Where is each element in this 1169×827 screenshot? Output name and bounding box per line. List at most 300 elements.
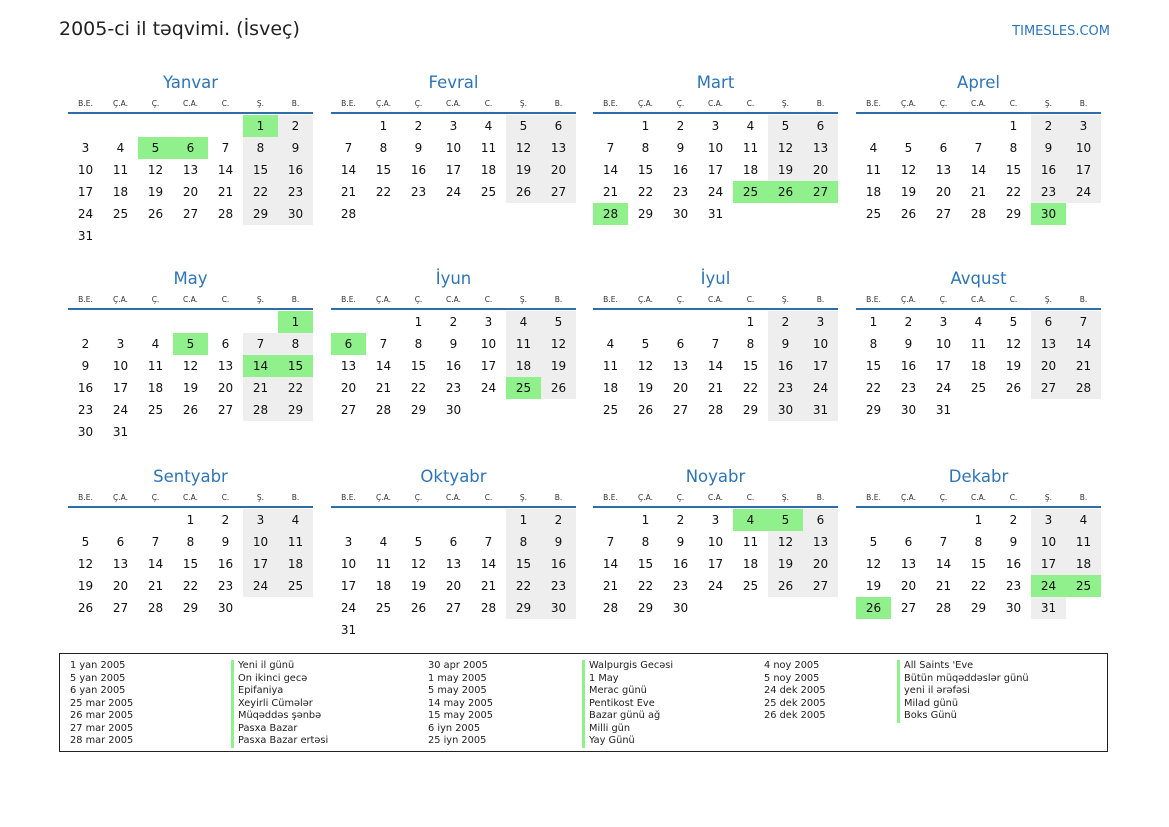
day-cell: 20 [445,579,462,593]
weekday-label: B.E. [603,99,618,108]
day-cell: 6 [541,115,576,137]
day-cell: 19 [410,579,427,593]
day-cell: 28 [480,601,497,615]
day-cell: 27 [935,207,952,221]
legend-holiday-name: Epifaniya [238,685,284,696]
empty-cell [856,115,891,137]
day-cell: 22 [182,579,199,593]
day-cell: 30 [672,207,689,221]
day-cell: 15 [375,163,392,177]
day-cell: 8 [974,535,983,549]
legend-holiday-name: Yay Günü [589,735,635,746]
legend-holiday-name: On ikinci gecə [238,672,308,684]
empty-cell [208,311,243,333]
weekday-label: Ş. [256,295,265,304]
empty-cell [926,115,961,137]
day-cell: 5 [414,535,423,549]
empty-cell [138,311,173,333]
month-block [331,466,576,641]
weekday-label: C. [484,295,493,304]
weekday-label: C.A. [182,493,198,502]
weekday-label: C.A. [445,99,461,108]
legend-holiday-name: Yeni il günü [238,660,295,671]
day-cell: 10 [707,535,724,549]
day-cell: 13 [900,557,917,571]
day-cell: 3 [803,311,838,333]
day-cell: 23 [768,377,803,399]
day-cell: 15 [742,359,759,373]
day-grid [856,311,1101,421]
legend-date: 5 yan 2005 [70,672,126,684]
weekday-label: Ç.A. [375,99,391,108]
month-name: Sentyabr [153,467,228,486]
empty-cell [628,311,663,333]
empty-cell [173,311,208,333]
day-cell: 7 [606,141,615,155]
day-cell: 18 [1066,553,1101,575]
day-cell: 25 [602,403,619,417]
day-cell: 14 [147,557,164,571]
day-cell: 11 [278,531,313,553]
weekday-label: B. [816,295,825,304]
day-cell: 19 [900,185,917,199]
day-cell: 10 [1031,531,1066,553]
weekday-label: C. [746,295,755,304]
day-cell: 2 [676,119,685,133]
day-cell: 5 [904,141,913,155]
legend-date: 30 apr 2005 [428,660,488,671]
day-cell: 17 [935,359,952,373]
day-cell: 11 [480,141,497,155]
day-cell: 29 [970,601,987,615]
day-cell: 8 [379,141,388,155]
day-cell: 14 [217,163,234,177]
day-cell: 12 [182,359,199,373]
day-cell: 16 [1005,557,1022,571]
day-cell: 22 [742,381,759,395]
day-cell: 11 [1066,531,1101,553]
day-cell: 2 [904,315,913,329]
day-cell: 10 [445,141,462,155]
day-cell: 11 [970,337,987,351]
day-cell: 18 [865,185,882,199]
day-cell: 28 [935,601,952,615]
legend-holiday-name: Bütün müqəddəslər günü [904,672,1029,684]
day-cell: 14 [480,557,497,571]
day-cell: 14 [707,359,724,373]
day-cell: 3 [484,315,493,329]
day-cell: 12 [900,163,917,177]
day-cell: 25 [1066,575,1101,597]
day-cell: 4 [1066,509,1101,531]
weekday-header [68,96,313,114]
weekday-label: Ç. [151,99,160,108]
weekday-label: B. [554,493,563,502]
legend-date: 24 dek 2005 [764,685,826,696]
day-cell: 2 [414,119,423,133]
day-cell: 7 [974,141,983,155]
day-cell: 22 [506,575,541,597]
day-cell: 20 [340,381,357,395]
day-cell: 14 [970,163,987,177]
weekday-label: B. [1079,99,1088,108]
day-cell: 10 [77,163,94,177]
weekday-label: B. [816,99,825,108]
day-cell: 12 [541,333,576,355]
day-cell: 4 [278,509,313,531]
day-cell: 24 [1031,575,1066,597]
empty-cell [436,509,471,531]
day-cell: 21 [340,185,357,199]
day-cell: 29 [637,601,654,615]
day-cell: 10 [935,337,952,351]
legend-date: 4 noy 2005 [764,660,820,671]
site-link[interactable]: TIMESLES.COM [1012,24,1110,39]
day-cell: 16 [77,381,94,395]
day-cell: 12 [506,137,541,159]
month-block [856,466,1101,619]
day-cell: 5 [768,509,803,531]
weekday-label: Ş. [256,493,265,502]
day-cell: 23 [672,579,689,593]
day-cell: 4 [869,141,878,155]
day-cell: 14 [602,163,619,177]
day-cell: 24 [935,381,952,395]
day-cell: 12 [410,557,427,571]
day-cell: 5 [541,311,576,333]
day-cell: 26 [637,403,654,417]
day-cell: 11 [742,535,759,549]
day-grid [68,509,313,619]
day-cell: 8 [186,535,195,549]
weekday-label: Ç.A. [112,99,128,108]
day-cell: 4 [974,315,983,329]
day-cell: 1 [974,513,983,527]
weekday-label: Ç.A. [637,99,653,108]
day-cell: 2 [676,513,685,527]
month-name: Yanvar [162,73,219,92]
day-cell: 4 [116,141,125,155]
weekday-label: C.A. [445,493,461,502]
empty-cell [856,509,891,531]
day-cell: 6 [1031,311,1066,333]
weekday-label: B.E. [866,99,881,108]
weekday-label: B.E. [603,295,618,304]
day-cell: 19 [147,185,164,199]
day-cell: 17 [112,381,129,395]
day-cell: 10 [803,333,838,355]
empty-cell [926,509,961,531]
day-cell: 29 [182,601,199,615]
day-cell: 28 [147,601,164,615]
day-cell: 11 [742,141,759,155]
weekday-header [856,96,1101,114]
day-cell: 17 [1066,159,1101,181]
day-cell: 11 [506,333,541,355]
day-cell: 17 [243,553,278,575]
day-cell: 1 [641,119,650,133]
day-cell: 1 [379,119,388,133]
day-cell: 4 [484,119,493,133]
weekday-label: Ç.A. [900,493,916,502]
day-cell: 26 [1005,381,1022,395]
day-cell: 13 [541,137,576,159]
day-cell: 6 [904,535,913,549]
day-cell: 17 [707,557,724,571]
day-cell: 26 [147,207,164,221]
weekday-label: Ç. [414,99,423,108]
day-cell: 24 [707,579,724,593]
legend-dates-col-1 [70,660,133,748]
legend-dates-col-3 [764,660,826,723]
weekday-header [856,490,1101,508]
empty-cell [103,311,138,333]
day-cell: 5 [768,115,803,137]
day-cell: 30 [217,601,234,615]
day-cell: 1 [506,509,541,531]
day-cell: 21 [707,381,724,395]
day-cell: 8 [1009,141,1018,155]
day-cell: 10 [243,531,278,553]
day-cell: 15 [637,163,654,177]
day-cell: 28 [593,203,628,225]
legend-holiday-name: Bazar günü ağ [589,710,661,721]
day-cell: 28 [707,403,724,417]
weekday-label: Ç. [939,99,948,108]
legend-holiday-name: yeni il ərəfəsi [904,685,970,696]
legend-holiday-name: 1 May [589,672,619,684]
day-cell: 25 [865,207,882,221]
day-cell: 26 [410,601,427,615]
day-cell: 7 [243,333,278,355]
day-cell: 25 [375,601,392,615]
weekday-label: C.A. [707,99,723,108]
day-cell: 5 [641,337,650,351]
day-cell: 1 [243,115,278,137]
day-cell: 15 [243,159,278,181]
weekday-label: Ç.A. [375,493,391,502]
day-cell: 25 [480,185,497,199]
day-cell: 13 [1031,333,1066,355]
day-cell: 23 [672,185,689,199]
month-block [68,72,313,247]
weekday-label: C.A. [182,99,198,108]
day-cell: 27 [182,207,199,221]
weekday-label: B.E. [341,295,356,304]
day-cell: 14 [375,359,392,373]
day-cell: 7 [221,141,230,155]
weekday-label: C.A. [182,295,198,304]
weekday-header [68,292,313,310]
day-cell: 11 [865,163,882,177]
day-cell: 19 [541,355,576,377]
weekday-header [593,490,838,508]
weekday-label: B.E. [341,493,356,502]
weekday-label: Ç.A. [637,493,653,502]
weekday-label: C. [746,493,755,502]
day-cell: 18 [278,553,313,575]
day-grid [593,115,838,225]
day-cell: 13 [182,163,199,177]
weekday-header [331,490,576,508]
day-cell: 15 [637,557,654,571]
day-cell: 21 [1066,355,1101,377]
legend-date: 26 dek 2005 [764,710,826,721]
month-name: Oktyabr [420,467,487,486]
day-cell: 20 [803,159,838,181]
day-grid [331,509,576,641]
day-cell: 24 [340,601,357,615]
day-cell: 12 [147,163,164,177]
day-cell: 23 [445,381,462,395]
weekday-label: C. [484,99,493,108]
day-cell: 6 [803,509,838,531]
weekday-label: C.A. [707,295,723,304]
day-cell: 30 [768,399,803,421]
empty-cell [173,115,208,137]
day-cell: 12 [1005,337,1022,351]
day-cell: 18 [112,185,129,199]
day-cell: 1 [869,315,878,329]
day-cell: 11 [147,359,164,373]
day-cell: 19 [768,159,803,181]
day-cell: 9 [221,535,230,549]
day-cell: 22 [970,579,987,593]
day-cell: 30 [672,601,689,615]
day-cell: 9 [81,359,90,373]
month-block [68,268,313,443]
day-cell: 20 [112,579,129,593]
day-cell: 11 [602,359,619,373]
day-cell: 9 [768,333,803,355]
day-cell: 21 [217,185,234,199]
day-cell: 24 [480,381,497,395]
day-cell: 16 [768,355,803,377]
day-cell: 27 [340,403,357,417]
weekday-label: Ş. [256,99,265,108]
day-cell: 4 [606,337,615,351]
legend-holiday-name: Pentikost Eve [589,697,655,709]
weekday-label: C. [221,295,230,304]
day-cell: 13 [935,163,952,177]
day-cell: 18 [742,557,759,571]
day-cell: 26 [506,181,541,203]
day-cell: 26 [900,207,917,221]
day-cell: 23 [410,185,427,199]
day-cell: 30 [1005,601,1022,615]
empty-cell [663,311,698,333]
legend-date: 14 may 2005 [428,697,493,709]
day-cell: 28 [1066,377,1101,399]
empty-cell [68,509,103,531]
day-cell: 4 [506,311,541,333]
day-cell: 3 [1031,509,1066,531]
weekday-header [593,292,838,310]
day-cell: 17 [803,355,838,377]
empty-cell [68,311,103,333]
holiday-legend [59,653,1108,752]
day-cell: 17 [1031,553,1066,575]
weekday-label: Ş. [1044,99,1053,108]
weekday-label: Ç. [414,493,423,502]
day-cell: 13 [803,137,838,159]
day-cell: 23 [217,579,234,593]
day-cell: 24 [112,403,129,417]
day-cell: 24 [707,185,724,199]
day-cell: 5 [1009,315,1018,329]
weekday-label: Ç. [939,493,948,502]
day-cell: 13 [445,557,462,571]
weekday-label: Ç.A. [112,295,128,304]
day-cell: 26 [768,181,803,203]
day-cell: 27 [217,403,234,417]
weekday-header [593,96,838,114]
day-cell: 10 [480,337,497,351]
day-cell: 17 [77,185,94,199]
month-block [856,268,1101,421]
day-cell: 22 [278,377,313,399]
day-cell: 16 [278,159,313,181]
day-cell: 18 [970,359,987,373]
month-block [593,268,838,421]
day-cell: 23 [900,381,917,395]
month-name: Aprel [957,73,1000,92]
day-cell: 2 [1031,115,1066,137]
day-cell: 18 [506,355,541,377]
empty-cell [593,509,628,531]
day-cell: 8 [746,337,755,351]
day-cell: 4 [379,535,388,549]
day-cell: 27 [803,181,838,203]
day-cell: 2 [81,337,90,351]
day-cell: 4 [733,509,768,531]
day-cell: 6 [449,535,458,549]
weekday-label: B. [554,295,563,304]
day-cell: 21 [147,579,164,593]
day-cell: 30 [541,597,576,619]
month-block [856,72,1101,225]
empty-cell [138,115,173,137]
day-cell: 15 [865,359,882,373]
weekday-label: Ş. [519,295,528,304]
day-cell: 31 [935,403,952,417]
weekday-label: C. [1009,493,1018,502]
weekday-label: B. [1079,493,1088,502]
day-cell: 3 [243,509,278,531]
day-cell: 25 [147,403,164,417]
day-cell: 9 [278,137,313,159]
day-cell: 29 [865,403,882,417]
weekday-label: Ç.A. [900,99,916,108]
day-cell: 22 [243,181,278,203]
day-cell: 20 [803,553,838,575]
day-cell: 18 [480,163,497,177]
day-cell: 14 [935,557,952,571]
legend-date: 25 dek 2005 [764,697,826,709]
day-cell: 7 [379,337,388,351]
empty-cell [331,311,366,333]
legend-date: 15 may 2005 [428,710,493,721]
legend-holiday-name: All Saints 'Eve [904,660,974,671]
weekday-label: C.A. [970,99,986,108]
day-cell: 16 [672,557,689,571]
weekday-label: Ç.A. [900,295,916,304]
day-cell: 9 [676,535,685,549]
day-cell: 31 [803,399,838,421]
empty-cell [698,311,733,333]
day-cell: 5 [173,333,208,355]
legend-date: 25 mar 2005 [70,697,134,709]
